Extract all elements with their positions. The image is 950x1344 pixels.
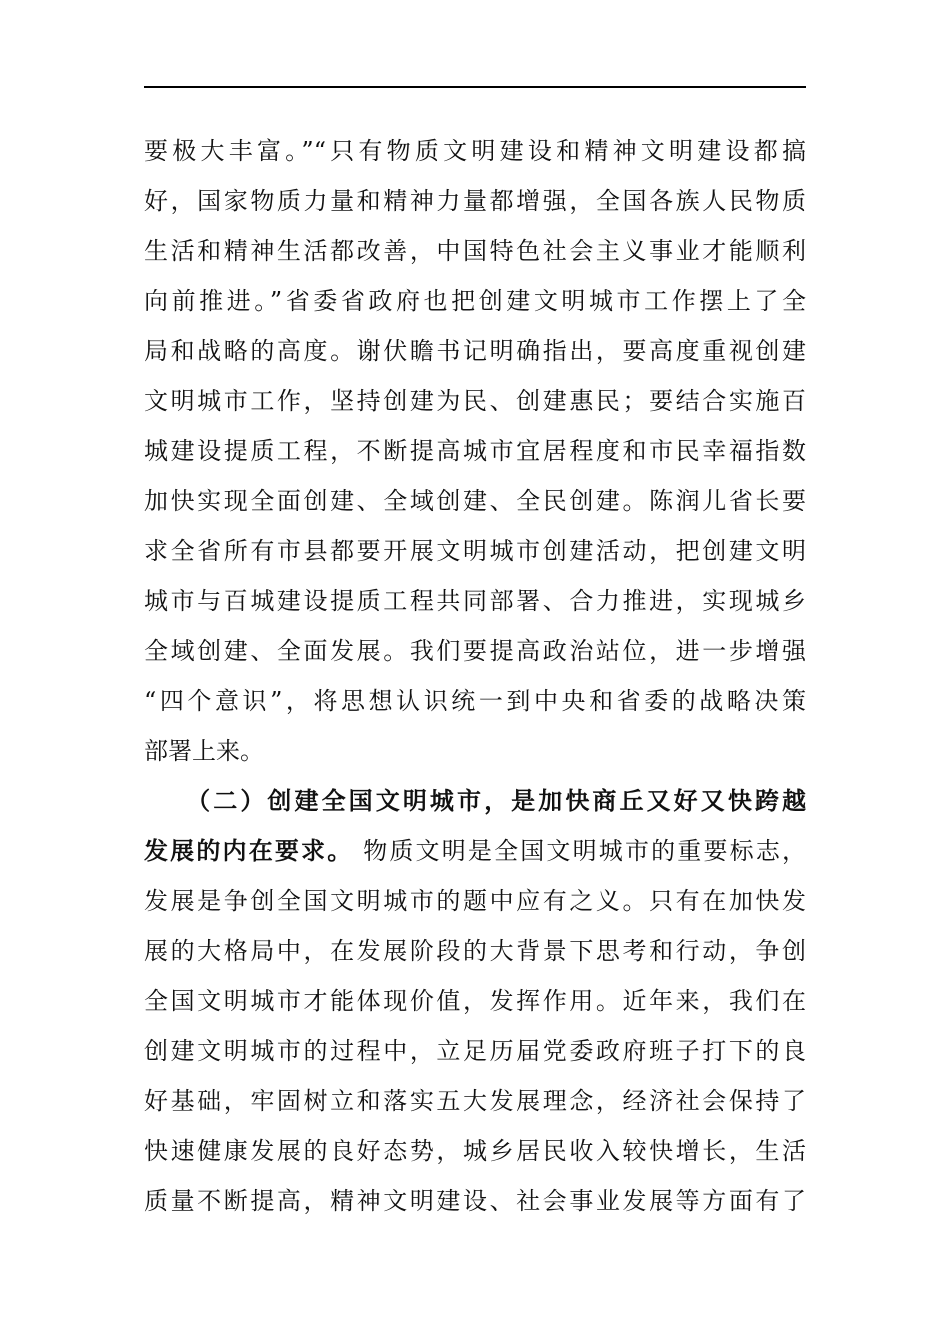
text-line: 好，国家物质力量和精神力量都增强，全国各族人民物质 (144, 187, 806, 215)
body-text (144, 126, 806, 1226)
paragraph-1 (144, 126, 806, 776)
section-heading-end: 发展的内在要求。 (144, 836, 354, 865)
text-line: 质量不断提高，精神文明建设、社会事业发展等方面有了 (144, 1187, 806, 1215)
text-line: 加快实现全面创建、全域创建、全民创建。陈润儿省长要 (144, 487, 806, 515)
text-line: 快速健康发展的良好态势，城乡居民收入较快增长，生活 (144, 1137, 806, 1165)
text-line (144, 826, 806, 876)
text-line: 生活和精神生活都改善，中国特色社会主义事业才能顺利 (144, 237, 806, 265)
text-line: 全国文明城市才能体现价值，发挥作用。近年来，我们在 (144, 987, 806, 1015)
text-line: 城市与百城建设提质工程共同部署、合力推进，实现城乡 (144, 587, 806, 615)
header-rule (144, 86, 806, 88)
text-span: 物质文明是全国文明城市的重要标志， (353, 837, 806, 865)
text-line: 发展是争创全国文明城市的题中应有之义。只有在加快发 (144, 887, 806, 915)
text-line: 好基础，牢固树立和落实五大发展理念，经济社会保持了 (144, 1087, 806, 1115)
text-line: 文明城市工作，坚持创建为民、创建惠民；要结合实施百 (144, 387, 806, 415)
text-line: 向前推进。”省委省政府也把创建文明城市工作摆上了全 (144, 287, 806, 315)
text-line: 局和战略的高度。谢伏瞻书记明确指出，要高度重视创建 (144, 337, 806, 365)
text-line: 求全省所有市县都要开展文明城市创建活动，把创建文明 (144, 537, 806, 565)
paragraph-2 (144, 776, 806, 1226)
section-heading-line: （二）创建全国文明城市，是加快商丘又好又快跨越 (144, 786, 806, 815)
text-line: 部署上来。 (144, 737, 264, 765)
text-line: 要极大丰富。”“只有物质文明建设和精神文明建设都搞 (144, 137, 806, 165)
text-line: 创建文明城市的过程中，立足历届党委政府班子打下的良 (144, 1037, 806, 1065)
text-line: “四个意识”，将思想认识统一到中央和省委的战略决策 (144, 687, 806, 715)
text-line: 展的大格局中，在发展阶段的大背景下思考和行动，争创 (144, 937, 806, 965)
text-line: 城建设提质工程，不断提高城市宜居程度和市民幸福指数 (144, 437, 806, 465)
text-line: 全域创建、全面发展。我们要提高政治站位，进一步增强 (144, 637, 806, 665)
